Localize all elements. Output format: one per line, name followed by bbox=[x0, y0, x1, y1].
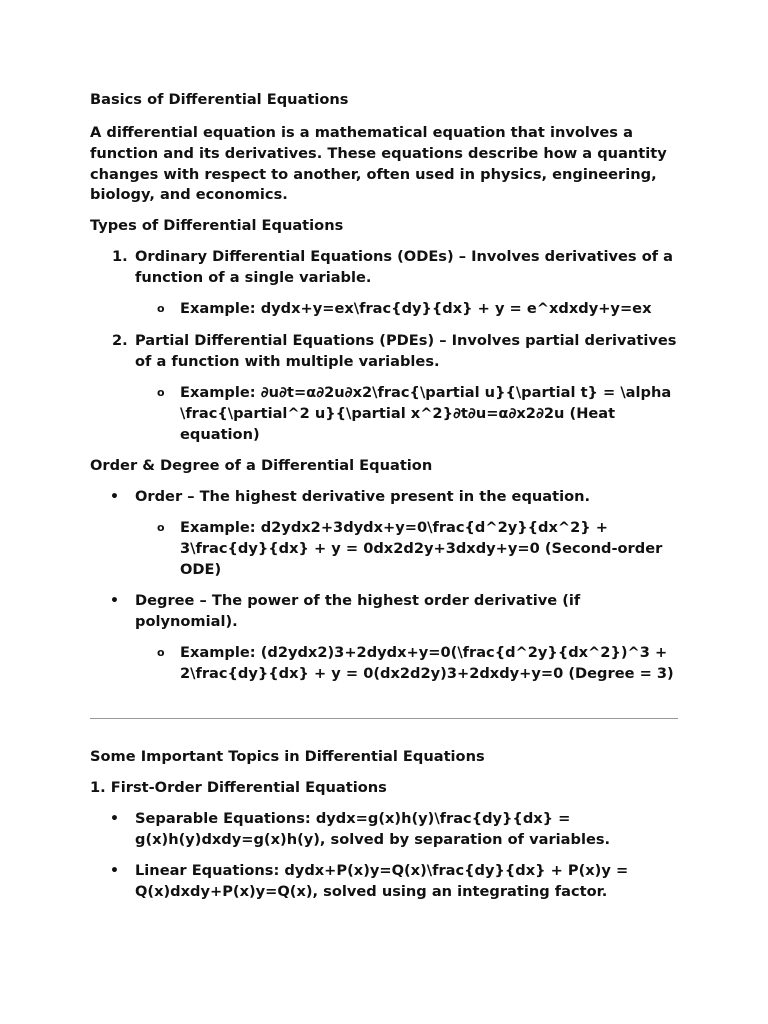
circle-bullet-icon: o bbox=[157, 386, 165, 399]
circle-bullet-icon: o bbox=[157, 302, 165, 315]
list-item-text: Degree – The power of the highest order derivative (if polynomial). bbox=[135, 592, 581, 630]
list-item-text: Partial Differential Equations (PDEs) – Involves partial derivatives of a function with multiple variables. bbox=[135, 332, 677, 370]
example-text: Example: dydx+y=ex\frac{dy}{dx} + y = e^xdxdy+y=ex bbox=[180, 300, 652, 317]
order-heading-text: Order & Degree of a Differential Equation bbox=[90, 457, 433, 474]
example-text: Example: (d2ydx2)3+2dydx+y=0(\frac{d^2y}{dx^2})^3 + 2\frac{dy}{dx} + y = 0(dx2d2y)3+2dxdy+y=0 (Degree = 3) bbox=[180, 644, 674, 682]
bullet-icon: • bbox=[110, 863, 119, 879]
list-number: 1. bbox=[112, 248, 128, 265]
document-title bbox=[90, 90, 680, 111]
topics-heading bbox=[90, 747, 680, 768]
bullet-icon: • bbox=[110, 811, 119, 827]
intro-text: A differential equation is a mathematical equation that involves a function and its derivatives. These equations describe how a quantity changes with respect to another, often used in physics, engineering, biology, and economics. bbox=[90, 124, 667, 204]
list-item-text: Ordinary Differential Equations (ODEs) – Involves derivatives of a function of a single variable. bbox=[135, 248, 674, 286]
circle-bullet-icon: o bbox=[157, 646, 165, 659]
list-number: 2. bbox=[112, 332, 128, 349]
first-order-heading-text: 1. First-Order Differential Equations bbox=[90, 779, 387, 796]
types-heading bbox=[90, 216, 680, 237]
first-order-heading bbox=[90, 778, 680, 799]
list-item-text: Separable Equations: dydx=g(x)h(y)\frac{dy}{dx} = g(x)h(y)dxdy=g(x)h(y), solved by separation of variables. bbox=[135, 810, 611, 848]
types-heading-text: Types of Differential Equations bbox=[90, 217, 344, 234]
title-text: Basics of Differential Equations bbox=[90, 91, 349, 108]
circle-bullet-icon: o bbox=[157, 521, 165, 534]
intro-paragraph bbox=[90, 123, 680, 206]
order-heading bbox=[90, 456, 680, 477]
bullet-icon: • bbox=[110, 489, 119, 505]
example-text: Example: ∂u∂t=α∂2u∂x2\frac{\partial u}{\partial t} = \alpha \frac{\partial^2 u}{\partial x^2}∂t∂u=α∂x2∂2u (Heat equation) bbox=[180, 384, 672, 443]
topics-heading-text: Some Important Topics in Differential Equations bbox=[90, 748, 485, 765]
bullet-icon: • bbox=[110, 593, 119, 609]
list-item-text: Linear Equations: dydx+P(x)y=Q(x)\frac{dy}{dx} + P(x)y = Q(x)dxdy+P(x)y=Q(x), solved using an integrating factor. bbox=[135, 862, 629, 900]
horizontal-divider bbox=[90, 718, 678, 719]
example-text: Example: d2ydx2+3dydx+y=0\frac{d^2y}{dx^2} + 3\frac{dy}{dx} + y = 0dx2d2y+3dxdy+y=0 (Second-order ODE) bbox=[180, 519, 663, 578]
list-item-text: Order – The highest derivative present in the equation. bbox=[135, 488, 591, 505]
